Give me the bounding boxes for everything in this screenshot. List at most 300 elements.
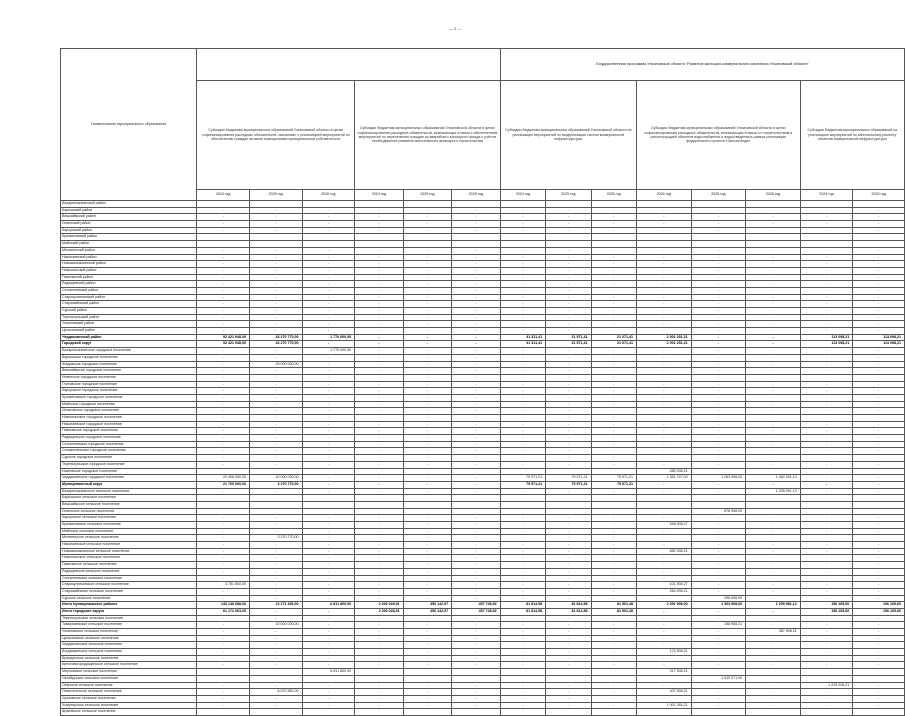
municipality-name-cell: Сурское сельское поселение [61,595,197,602]
amount-cell [500,495,545,502]
amount-cell: - [591,568,636,575]
municipality-name-cell: Сурский район [61,308,197,315]
amount-cell: - [355,435,404,442]
amount-cell: - [800,568,853,575]
amount-cell: - [853,615,905,622]
amount-cell [249,508,302,515]
amount-cell: - [355,381,404,388]
amount-cell: - [500,381,545,388]
amount-cell: - [591,221,636,228]
amount-cell: - [591,321,636,328]
amount-cell: - [355,642,404,649]
amount-cell: - [546,582,591,589]
amount-cell: - [591,421,636,428]
amount-cell: - [355,662,404,669]
amount-cell: - [637,207,692,214]
amount-cell: - [546,441,591,448]
amount-cell: - [546,401,591,408]
amount-cell: - [746,374,801,381]
amount-cell: - [197,662,250,669]
amount-cell: - [853,655,905,662]
amount-cell: - [746,548,801,555]
amount-cell: - [197,354,250,361]
amount-cell: - [853,354,905,361]
amount-cell: - [403,555,452,562]
table-row [61,709,905,716]
amount-cell: - [691,428,746,435]
amount-cell: - [452,682,501,689]
amount-cell: - [403,622,452,629]
amount-cell: - [591,695,636,702]
municipality-name-cell: Майнский район [61,241,197,248]
amount-cell: - [746,682,801,689]
amount-cell: - [853,441,905,448]
amount-cell: - [302,274,355,281]
amount-cell: 81 901,48 [591,608,636,615]
amount-cell: - [500,308,545,315]
amount-cell: - [853,381,905,388]
amount-cell: - [302,689,355,696]
amount-cell: - [546,281,591,288]
amount-cell: - [691,328,746,335]
amount-cell: - [591,441,636,448]
table-row [61,328,905,335]
amount-cell: - [500,261,545,268]
amount-cell [355,468,404,475]
amount-cell: - [500,207,545,214]
amount-cell: 41 311,41 [500,334,545,341]
municipality-name-cell: Мелекесское сельское поселение [61,535,197,542]
amount-cell: - [452,481,501,488]
header-year-cell: 2026 год [591,190,636,201]
amount-cell: - [302,461,355,468]
amount-cell: - [637,354,692,361]
amount-cell: - [302,287,355,294]
amount-cell: - [853,515,905,522]
table-row [61,655,905,662]
municipality-name-cell: Игнатовское городское поселение [61,408,197,415]
amount-cell: - [452,662,501,669]
amount-cell: - [500,214,545,221]
amount-cell: - [637,368,692,375]
amount-cell: - [500,354,545,361]
amount-cell: - [452,582,501,589]
amount-cell: - [355,247,404,254]
amount-cell: - [853,649,905,656]
amount-cell: - [746,341,801,348]
amount-cell: - [637,528,692,535]
amount-cell: - [637,629,692,636]
table-row [61,294,905,301]
amount-cell: - [500,394,545,401]
amount-cell: - [249,562,302,569]
amount-cell: - [746,562,801,569]
amount-cell: - [746,448,801,455]
amount-cell: - [355,528,404,535]
amount-cell: - [452,287,501,294]
amount-cell: - [746,662,801,669]
amount-cell: - [302,528,355,535]
amount-cell: - [746,415,801,422]
amount-cell: - [302,575,355,582]
amount-cell: - [302,649,355,656]
amount-cell: - [637,542,692,549]
amount-cell [637,495,692,502]
amount-cell: 1 205 091,12 [746,488,801,495]
amount-cell [197,234,250,241]
amount-cell [249,234,302,241]
amount-cell: 1 351 747,00 [637,475,692,482]
amount-cell: - [197,421,250,428]
amount-cell: - [800,548,853,555]
amount-cell: - [591,408,636,415]
amount-cell: - [746,207,801,214]
amount-cell: - [249,301,302,308]
amount-cell: - [691,682,746,689]
amount-cell: - [197,455,250,462]
table-row [61,629,905,636]
amount-cell: - [197,689,250,696]
amount-cell: - [800,635,853,642]
municipality-name-cell: Итого муниципальные районы [61,602,197,609]
table-row [61,555,905,562]
amount-cell: - [355,328,404,335]
amount-cell: - [691,689,746,696]
amount-cell [197,241,250,248]
amount-cell: - [355,308,404,315]
amount-cell: - [403,528,452,535]
table-row [61,615,905,622]
header-year-cell: 2024 год [197,190,250,201]
amount-cell [637,234,692,241]
amount-cell: - [500,227,545,234]
amount-cell: - [452,388,501,395]
amount-cell: - [197,542,250,549]
amount-cell: - [691,655,746,662]
table-row [61,562,905,569]
amount-cell: - [355,221,404,228]
municipality-name-cell: Ульяновский район [61,321,197,328]
municipality-name-cell: Глотовское городское поселение [61,381,197,388]
table-row [61,408,905,415]
amount-cell: - [591,394,636,401]
table-row [61,341,905,348]
amount-cell [197,709,250,716]
municipality-name-cell: Мирновское сельское поселение [61,669,197,676]
amount-cell: - [591,649,636,656]
amount-cell: - [691,287,746,294]
amount-cell: - [591,328,636,335]
amount-cell [746,495,801,502]
amount-cell: - [800,642,853,649]
amount-cell: - [853,562,905,569]
amount-cell: - [403,408,452,415]
amount-cell: - [546,595,591,602]
amount-cell: - [355,649,404,656]
amount-cell: - [546,615,591,622]
amount-cell: - [691,542,746,549]
amount-cell: - [591,267,636,274]
amount-cell: - [355,629,404,636]
amount-cell: - [591,214,636,221]
amount-cell: - [500,267,545,274]
amount-cell: - [403,254,452,261]
amount-cell: - [403,461,452,468]
amount-cell [746,709,801,716]
amount-cell: - [452,555,501,562]
amount-cell: - [853,535,905,542]
table-row [61,488,905,495]
amount-cell: - [853,408,905,415]
municipality-name-cell: Базарносызганское городское поселение [61,348,197,355]
amount-cell: - [452,321,501,328]
amount-cell: - [500,522,545,529]
amount-cell: 1 082 091,12 [746,475,801,482]
amount-cell: - [591,662,636,669]
amount-cell: 1 010 071,00 [691,675,746,682]
amount-cell: - [637,461,692,468]
amount-cell: - [249,428,302,435]
amount-cell: - [853,475,905,482]
amount-cell: - [249,629,302,636]
amount-cell: - [302,354,355,361]
amount-cell: - [452,642,501,649]
amount-cell [546,501,591,508]
amount-cell [591,709,636,716]
amount-cell: 21 071,41 [591,341,636,348]
amount-cell: - [249,415,302,422]
amount-cell: - [637,314,692,321]
table-row [61,368,905,375]
amount-cell: - [197,562,250,569]
amount-cell: - [800,267,853,274]
amount-cell: - [637,682,692,689]
amount-cell: - [546,535,591,542]
amount-cell: - [355,448,404,455]
table-row [61,401,905,408]
amount-cell: - [452,267,501,274]
amount-cell: - [355,582,404,589]
table-row [61,221,905,228]
amount-cell: - [197,702,250,709]
amount-cell: - [691,642,746,649]
amount-cell: - [500,515,545,522]
amount-cell [302,495,355,502]
amount-cell: - [691,481,746,488]
amount-cell: - [452,649,501,656]
amount-cell: - [403,287,452,294]
amount-cell: - [637,455,692,462]
amount-cell [853,675,905,682]
table-row [61,622,905,629]
amount-cell: - [197,515,250,522]
amount-cell: - [249,455,302,462]
amount-cell: - [546,294,591,301]
amount-cell: - [691,575,746,582]
amount-cell [546,234,591,241]
amount-cell: - [302,247,355,254]
amount-cell: - [452,281,501,288]
municipality-name-cell: Павловское сельское поселение [61,562,197,569]
amount-cell: - [197,321,250,328]
amount-cell: - [591,689,636,696]
table-row [61,689,905,696]
municipality-name-cell: Инзенский район [61,221,197,228]
amount-cell [452,495,501,502]
amount-cell: 450 142,97 [403,602,452,609]
amount-cell: - [500,281,545,288]
amount-cell [800,495,853,502]
amount-cell: - [691,348,746,355]
amount-cell: - [452,261,501,268]
municipality-name-cell: Тереньгульское сельское поселение [61,615,197,622]
amount-cell: - [546,682,591,689]
amount-cell: - [637,294,692,301]
amount-cell: - [452,542,501,549]
amount-cell: - [691,254,746,261]
amount-cell: - [591,287,636,294]
amount-cell: - [500,368,545,375]
municipality-name-cell: Николаевское городское поселение [61,421,197,428]
amount-cell: - [853,267,905,274]
amount-cell [853,495,905,502]
amount-cell [691,495,746,502]
amount-cell: - [249,314,302,321]
amount-cell: - [691,294,746,301]
table-row [61,334,905,341]
amount-cell: - [452,207,501,214]
amount-cell: - [197,294,250,301]
amount-cell: - [500,662,545,669]
amount-cell: - [691,267,746,274]
header-column-title: Субсидии бюджетам муниципальных образований Ульяновской области на реализацию мероприятий по модернизации систем коммунальной инфраструктуры [500,81,636,190]
amount-cell: 450 142,97 [403,608,452,615]
amount-cell: - [500,689,545,696]
amount-cell: - [746,321,801,328]
amount-cell: - [403,522,452,529]
amount-cell [546,675,591,682]
amount-cell [591,468,636,475]
amount-cell: - [591,361,636,368]
amount-cell: - [691,361,746,368]
amount-cell: - [591,381,636,388]
municipality-name-cell: Николаевский район [61,254,197,261]
amount-cell: - [546,361,591,368]
amount-cell: - [500,542,545,549]
amount-cell: - [691,308,746,315]
amount-cell: 156 165,60 [800,608,853,615]
amount-cell: - [355,254,404,261]
amount-cell [591,241,636,248]
municipality-name-cell: Вешкаймское городское поселение [61,368,197,375]
amount-cell: - [591,354,636,361]
amount-cell: - [452,588,501,595]
municipality-name-cell: Хомутерское сельское поселение [61,702,197,709]
amount-cell: - [746,455,801,462]
amount-cell: 457 748,92 [452,608,501,615]
amount-cell: - [800,562,853,569]
amount-cell: - [746,287,801,294]
amount-cell: - [546,428,591,435]
header-column-title: Субсидии бюджетам муниципальных образований на реализацию мероприятий по капитальному ремонту объектов коммунальной инфраструктуры [800,81,904,190]
amount-cell: 79 971,21 [546,475,591,482]
amount-cell: - [302,555,355,562]
amount-cell: - [500,388,545,395]
amount-cell: - [591,615,636,622]
amount-cell [249,201,302,208]
amount-cell: - [591,562,636,569]
table-row [61,435,905,442]
amount-cell: - [746,622,801,629]
amount-cell: - [746,267,801,274]
amount-cell: - [637,481,692,488]
amount-cell: - [197,274,250,281]
amount-cell: - [302,207,355,214]
amount-cell: - [853,695,905,702]
amount-cell: - [637,642,692,649]
amount-cell: - [637,568,692,575]
amount-cell: - [249,281,302,288]
amount-cell [403,241,452,248]
amount-cell: - [452,435,501,442]
amount-cell: - [546,314,591,321]
amount-cell: - [800,695,853,702]
amount-cell [197,669,250,676]
amount-cell: - [197,588,250,595]
amount-cell [691,201,746,208]
table-row [61,535,905,542]
amount-cell: - [500,274,545,281]
amount-cell: - [746,247,801,254]
amount-cell: - [452,314,501,321]
amount-cell [853,234,905,241]
amount-cell: 6 811 800,00 [302,669,355,676]
amount-cell: - [197,368,250,375]
amount-cell: 21 571,41 [546,334,591,341]
amount-cell: - [302,254,355,261]
amount-cell: - [853,281,905,288]
amount-cell: - [452,548,501,555]
amount-cell: - [546,408,591,415]
amount-cell: - [591,301,636,308]
amount-cell [546,468,591,475]
amount-cell: - [197,548,250,555]
municipality-name-cell: Жадовское городское поселение [61,361,197,368]
amount-cell: - [800,655,853,662]
amount-cell: - [403,568,452,575]
amount-cell: - [249,461,302,468]
amount-cell: - [302,435,355,442]
table-row [61,608,905,615]
amount-cell: - [302,475,355,482]
amount-cell [637,709,692,716]
amount-cell: - [691,662,746,669]
amount-cell: 81 901,48 [591,602,636,609]
amount-cell: - [691,448,746,455]
amount-cell: - [500,348,545,355]
amount-cell: - [546,354,591,361]
municipality-name-cell: Октябрьское сельское поселение [61,675,197,682]
amount-cell: - [249,394,302,401]
amount-cell: - [355,274,404,281]
amount-cell: - [403,281,452,288]
amount-cell: - [637,261,692,268]
amount-cell: - [637,595,692,602]
amount-cell: - [853,595,905,602]
table-row [61,287,905,294]
amount-cell: - [500,328,545,335]
amount-cell [853,241,905,248]
